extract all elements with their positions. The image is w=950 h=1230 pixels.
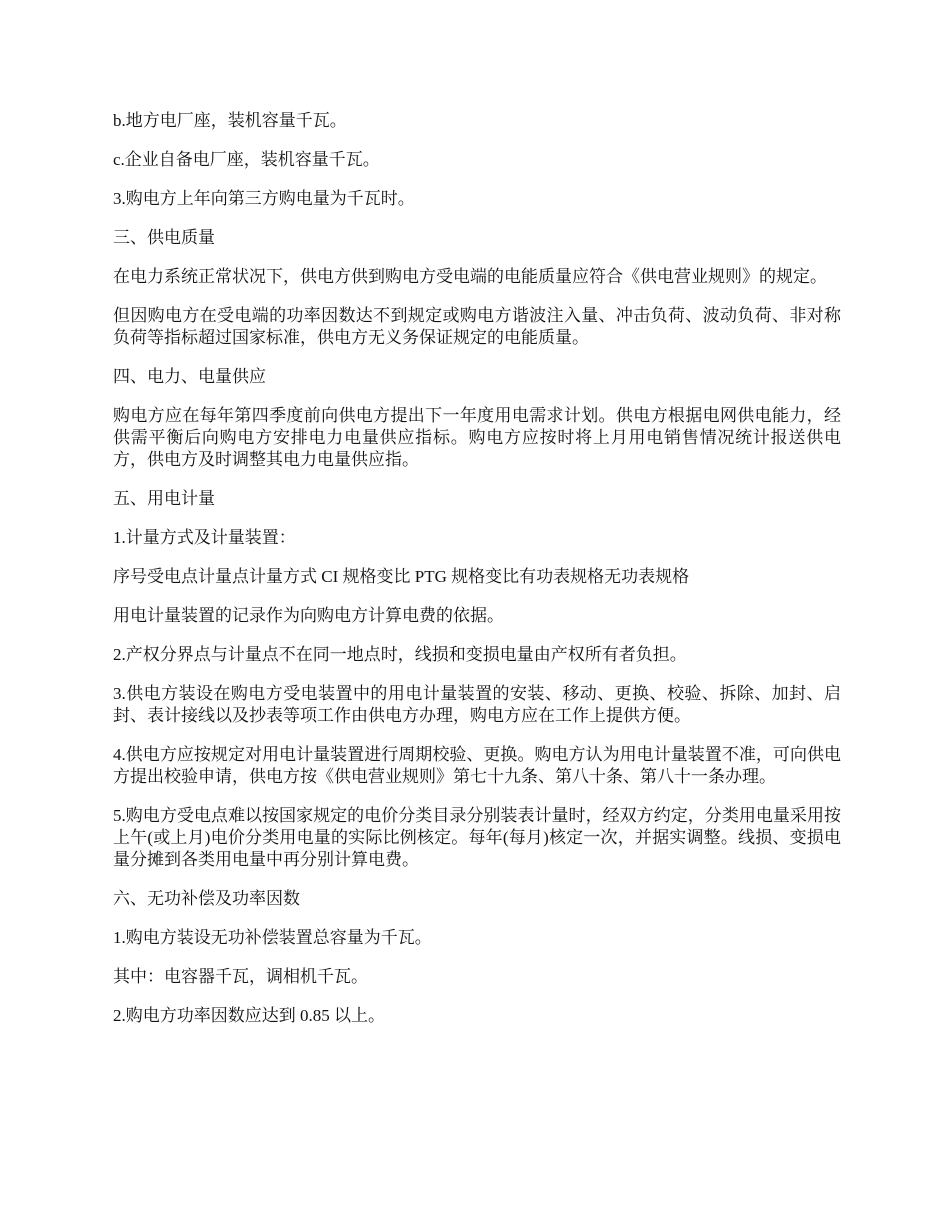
paragraph-quality-normal: 在电力系统正常状况下，供电方供到购电方受电端的电能质量应符合《供电营业规则》的规定。: [113, 267, 827, 286]
section-heading-reactive-compensation: 六、无功补偿及功率因数: [113, 889, 300, 908]
paragraph-meter-calibration: 4.供电方应按规定对用电计量装置进行周期校验、更换。购电方认为用电计量装置不准，可向供电方提出校验申请，供电方按《供电营业规则》第七十九条、第八十条、第八十一条办理。: [113, 745, 841, 786]
paragraph-third-party-purchase: 3.购电方上年向第三方购电量为千瓦时。: [113, 189, 415, 208]
paragraph-line-loss: 2.产权分界点与计量点不在同一地点时，线损和变损电量由产权所有者负担。: [113, 645, 687, 664]
paragraph-compensation-breakdown: 其中：电容器千瓦，调相机千瓦。: [113, 967, 368, 986]
paragraph-classified-metering: 5.购电方受电点难以按国家规定的电价分类目录分别装表计量时，经双方约定，分类用电量采用按上午(或上月)电价分类用电量的实际比例核定。每年(每月)核定一次，并据实调整。线损、变损电量分摊到各类用电量中再分别计算电费。: [113, 806, 841, 869]
paragraph-meter-installation: 3.供电方装设在购电方受电装置中的用电计量装置的安装、移动、更换、校验、拆除、加封、启封、表计接线以及抄表等项工作由供电方办理，购电方应在工作上提供方便。: [113, 684, 841, 725]
section-heading-metering: 五、用电计量: [113, 489, 215, 508]
paragraph-demand-plan: 购电方应在每年第四季度前向供电方提出下一年度用电需求计划。供电方根据电网供电能力，经供需平衡后向购电方安排电力电量供应指标。购电方应按时将上月用电销售情况统计报送供电方，供电方及时调整其电力电量供应指。: [113, 406, 841, 469]
paragraph-compensation-capacity: 1.购电方装设无功补偿装置总容量为千瓦。: [113, 928, 432, 947]
paragraph-metering-method: 1.计量方式及计量装置：: [113, 528, 296, 547]
paragraph-power-factor: 2.购电方功率因数应达到 0.85 以上。: [113, 1006, 385, 1025]
paragraph-local-power-plant: b.地方电厂座，装机容量千瓦。: [113, 111, 347, 130]
paragraph-metering-table-header: 序号受电点计量点计量方式 CI 规格变比 PTG 规格变比有功表规格无功表规格: [113, 567, 690, 586]
section-heading-power-supply: 四、电力、电量供应: [113, 367, 266, 386]
document-body: [113, 110, 841, 1044]
paragraph-quality-exception: 但因购电方在受电端的功率因数达不到规定或购电方谐波注入量、冲击负荷、波动负荷、非对称负荷等指标超过国家标准，供电方无义务保证规定的电能质量。: [113, 306, 841, 347]
section-heading-supply-quality: 三、供电质量: [113, 228, 215, 247]
paragraph-self-owned-plant: c.企业自备电厂座，装机容量千瓦。: [113, 150, 380, 169]
paragraph-metering-basis: 用电计量装置的记录作为向购电方计算电费的依据。: [113, 606, 504, 625]
